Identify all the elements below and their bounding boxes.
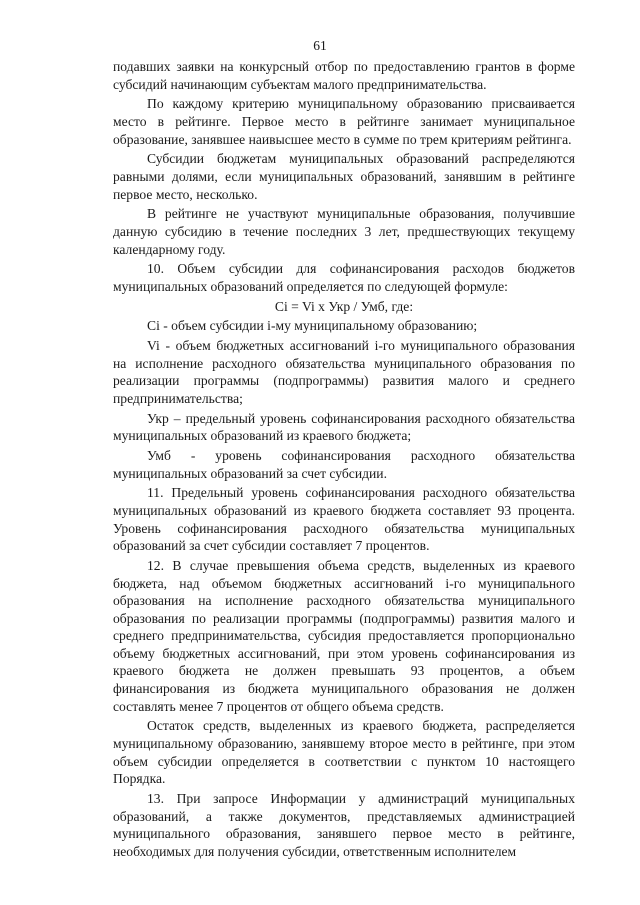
subsidy-formula: Ci = Vi x Укр / Умб, где:: [274, 298, 414, 314]
definition-vi: Vi - объем бюджетных ассигнований i-го муниципального образования на исполнение расходного обязательства муниципального образования по реализации программы (подпрограммы) развития малого и среднего предпринимательства;: [113, 338, 575, 406]
paragraph-remainder: Остаток средств, выделенных из краевого бюджета, распределяется муниципальному образованию, занявшему второе место в рейтинге, при этом объем субсидии определяется в соответствии с пунктом 10 настоящего Порядка.: [113, 718, 575, 787]
paragraph-item-11: 11. Предельный уровень софинансирования расходного обязательства муниципальных образований из краевого бюджета составляет 93 процента. Уровень софинансирования расходного обязательства муниципальных образований за счет субсидии составляет 7 процентов.: [113, 485, 575, 554]
page-number: 61: [313, 38, 327, 53]
paragraph-item-13: 13. При запросе Информации у администраций муниципальных образований, а также документов, представляемых администрацией муниципального образования, занявшего первое место в рейтинге, необходимых для получения субсидии, ответственным исполнителем: [113, 791, 575, 859]
paragraph-continuation: подавших заявки на конкурсный отбор по предоставлению грантов в форме субсидий начинающим субъектам малого предпринимательства.: [113, 59, 575, 92]
definition-umb: Умб - уровень софинансирования расходного обязательства муниципальных образований за счет субсидии.: [113, 447, 575, 481]
definition-ukr: Укр – предельный уровень софинансирования расходного обязательства муниципальных образований из краевого бюджета;: [113, 410, 575, 444]
paragraph-item-12: 12. В случае превышения объема средств, выделенных из краевого бюджета, над объемом бюджетных ассигнований i-го муниципального образования на исполнение расходного обязательства муниципального образования по реализации программы (подпрограммы) развития малого и среднего предпринимательства, субсидия предоставляется пропорционально объему бюджетных ассигнований, при этом уровень софинансирования из краевого бюджета не должен превышать 93 процентов, а объем финансирования из бюджета муниципального образования не должен составлять менее 7 процентов от общего объема средств.: [113, 557, 575, 714]
paragraph-rating-exclusion: В рейтинге не участвуют муниципальные образования, получившие данную субсидию в течение последних 3 лет, предшествующих текущему календарному году.: [113, 206, 575, 257]
document-body: [113, 58, 575, 863]
paragraph-rating-place: По каждому критерию муниципальному образованию присваивается место в рейтинге. Первое место в рейтинге занимает муниципальное образование, занявшее наивысшее место в сумме по трем критериям рейтинга.: [113, 96, 575, 147]
paragraph-equal-shares: Субсидии бюджетам муниципальных образований распределяются равными долями, если муниципальных образований, занявшим в рейтинге первое место, несколько.: [113, 151, 575, 202]
paragraph-item-10: 10. Объем субсидии для софинансирования расходов бюджетов муниципальных образований определяется по следующей формуле:: [113, 261, 575, 294]
definition-ci: Ci - объем субсидии i-му муниципальному образованию;: [147, 318, 478, 334]
